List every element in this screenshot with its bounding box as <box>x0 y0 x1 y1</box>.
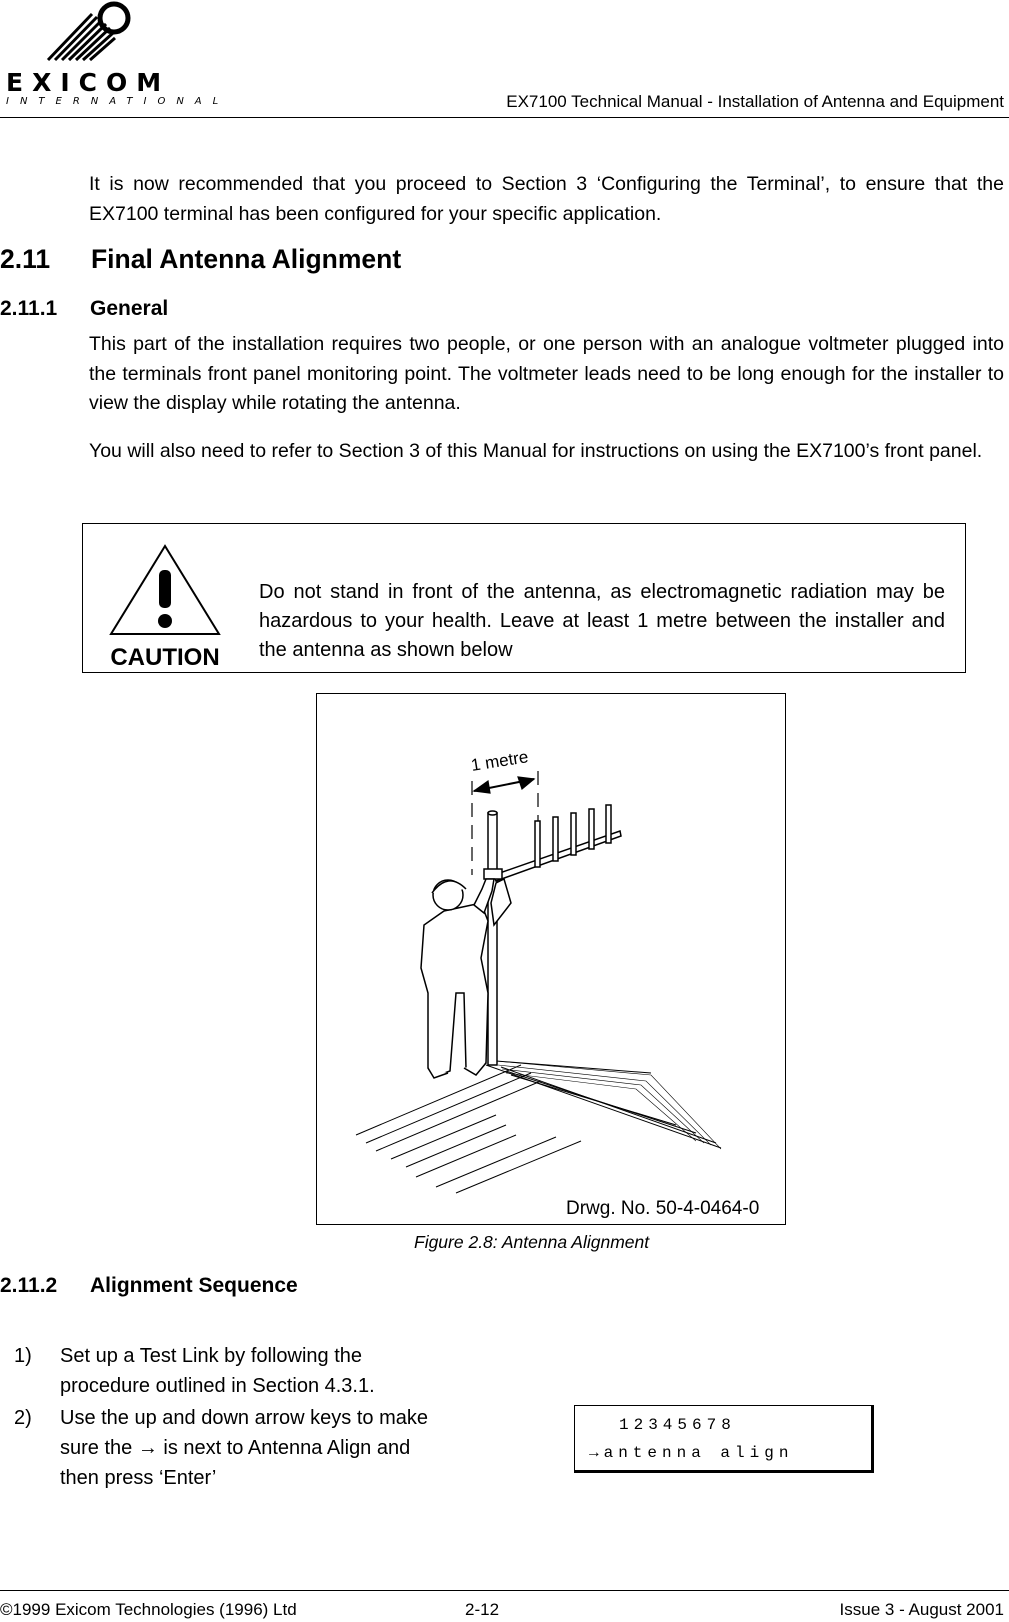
header-divider <box>0 117 1009 118</box>
subsection-sequence-title: Alignment Sequence <box>90 1274 298 1297</box>
step-text: Set up a Test Link by following the procedure outlined in Section 4.3.1. <box>60 1345 375 1397</box>
figure-caption: Figure 2.8: Antenna Alignment <box>414 1232 650 1252</box>
footer-issue: Issue 3 - August 2001 <box>839 1600 1004 1619</box>
caution-label: CAUTION <box>110 644 220 668</box>
antenna-alignment-drawing <box>316 693 786 1225</box>
footer-copyright: ©1999 Exicom Technologies (1996) Ltd <box>0 1600 297 1619</box>
mast-pole <box>488 811 497 1065</box>
general-paragraph-1: This part of the installation requires two people, or one person with an analogue voltmeter plugged into the terminals front panel monitoring point. The voltmeter leads need to be long enough for the installer to view the display while rotating the antenna. <box>89 333 1004 414</box>
caution-warning-icon <box>107 542 227 668</box>
subsection-general-title: General <box>90 297 169 320</box>
footer-divider <box>0 1590 1009 1591</box>
subsection-sequence-heading <box>0 1274 298 1298</box>
subsection-general-number: 2.11.1 <box>0 297 58 320</box>
lcd-line-1: 12345678 <box>619 1416 736 1434</box>
brand-subtitle: INTERNATIONAL <box>6 96 230 107</box>
step-number: 2) <box>14 1407 32 1429</box>
subsection-sequence-number: 2.11.2 <box>0 1274 58 1297</box>
section-number: 2.11 <box>0 244 51 274</box>
list-item <box>14 1403 434 1493</box>
section-heading <box>0 244 401 275</box>
one-metre-dimension <box>472 771 538 875</box>
intro-paragraph: It is now recommended that you proceed to Section 3 ‘Configuring the Terminal’, to ensure that the EX7100 terminal has been configured for your specific application. <box>89 173 1004 225</box>
drawing-number: Drwg. No. 50-4-0464-0 <box>566 1198 760 1219</box>
list-item <box>14 1341 434 1401</box>
distance-label: 1 metre <box>469 747 530 775</box>
footer-page-number: 2-12 <box>465 1600 500 1619</box>
roof-surface <box>356 1061 721 1193</box>
brand-name: EXICOM <box>6 68 171 97</box>
section-title: Final Antenna Alignment <box>91 244 402 274</box>
header-title: EX7100 Technical Manual - Installation of Antenna and Equipment <box>506 92 1004 111</box>
step-number: 1) <box>14 1345 32 1367</box>
subsection-general-heading <box>0 297 168 321</box>
step-text: Use the up and down arrow keys to make sure the → is next to Antenna Align and then press ‘Enter’ <box>60 1407 428 1489</box>
general-paragraph-2: You will also need to refer to Section 3 of this Manual for instructions on using the EX7100’s front panel. <box>89 440 983 462</box>
lcd-display <box>574 1405 874 1473</box>
yagi-antenna <box>484 805 621 881</box>
lcd-line-2: →antenna align <box>589 1444 794 1462</box>
caution-text: Do not stand in front of the antenna, as electromagnetic radiation may be hazardous to your health. Leave at least 1 metre between the installer and the antenna as shown below <box>259 581 945 661</box>
